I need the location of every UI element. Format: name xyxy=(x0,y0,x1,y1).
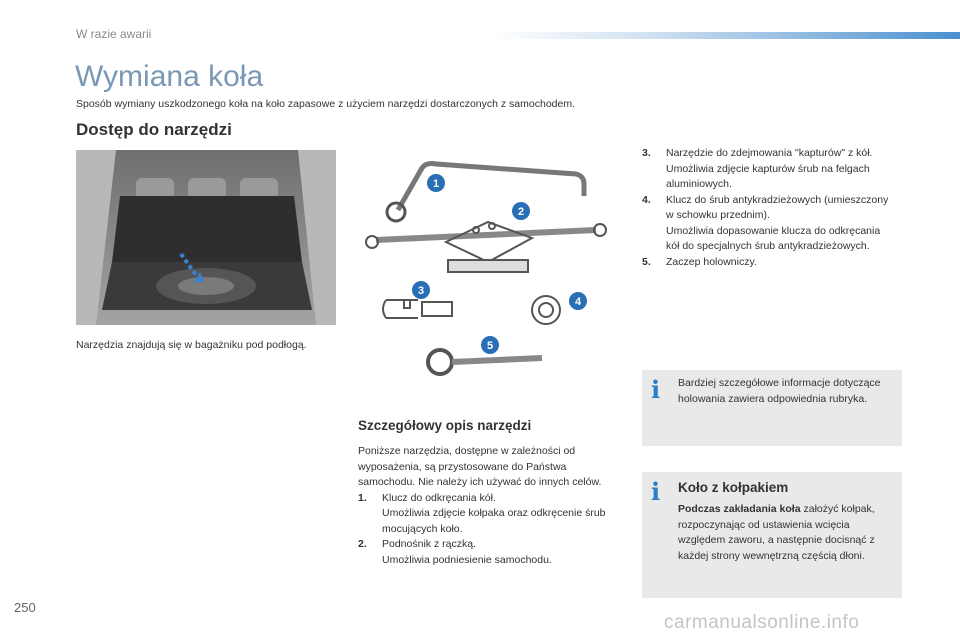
watermark: carmanualsonline.info xyxy=(664,612,860,633)
callout-label-5: 5 xyxy=(486,340,494,352)
hubcap-info-box xyxy=(642,472,902,598)
item-number: 4. xyxy=(642,193,651,206)
hubcap-body: założyć kołpak, rozpoczynając od ustawienia wcięcia względem zaworu, a następnie docisnąć z każdej strony wewnętrzną częścią dłoni. xyxy=(678,503,875,562)
list-item xyxy=(642,146,892,193)
list-item xyxy=(642,255,892,271)
details-description xyxy=(358,444,626,568)
photo-caption: Narzędzia znajdują się w bagażniku pod podłogą. xyxy=(76,339,307,351)
info-icon: i xyxy=(651,375,661,404)
page-number: 250 xyxy=(14,600,36,615)
callout-label-2: 2 xyxy=(517,206,525,218)
access-section-title: Dostęp do narzędzi xyxy=(76,120,232,139)
hubcap-title: Koło z kołpakiem xyxy=(678,480,789,495)
hubcap-bold-lead: Podczas zakładania koła xyxy=(678,503,801,515)
header-gradient-bar xyxy=(490,32,960,39)
list-item xyxy=(358,537,626,568)
item-number: 5. xyxy=(642,255,651,268)
info-icon: i xyxy=(651,477,661,506)
item-text: Klucz do odkręcania kół. Umożliwia zdjęcie kołpaka oraz odkręcenie śrub mocujących koło. xyxy=(382,491,606,535)
trunk-photo xyxy=(76,150,336,325)
item-number: 1. xyxy=(358,491,367,504)
callout-label-1: 1 xyxy=(432,178,440,190)
tools-illustration xyxy=(356,150,618,390)
item-text: Narzędzie do zdejmowania "kapturów" z kół. Umożliwia zdjęcie kapturów śrub na felgach aluminiowych. xyxy=(666,147,873,190)
callout-label-3: 3 xyxy=(417,285,425,297)
towing-info-box xyxy=(642,370,902,446)
towing-info-text: Bardziej szczegółowe informacje dotyczące holowania zawiera odpowiednia rubryka. xyxy=(678,377,881,405)
page-subtitle: Sposób wymiany uszkodzonego koła na koło zapasowe z użyciem narzędzi dostarczonych z samochodem. xyxy=(76,98,576,110)
hubcap-text xyxy=(678,502,896,564)
details-intro: Poniższe narzędzia, dostępne w zależności od wyposażenia, są przystosowane do Państwa samochodu. Nie należy ich używać do innych celów. xyxy=(358,445,602,488)
list-item xyxy=(642,193,892,255)
item-text: Podnośnik z rączką. Umożliwia podniesienie samochodu. xyxy=(382,538,552,566)
section-label: W razie awarii xyxy=(76,27,152,41)
details-list-right xyxy=(642,146,892,270)
item-number: 3. xyxy=(642,147,651,159)
item-text: Klucz do śrub antykradzieżowych (umieszczony w schowku przednim). Umożliwia dopasowanie klucza do odkręcania kół do specjalnych śrub antykradzieżowych. xyxy=(666,193,889,252)
item-number: 2. xyxy=(358,538,367,550)
callout-label-4: 4 xyxy=(574,296,582,308)
details-section-title: Szczegółowy opis narzędzi xyxy=(358,418,532,433)
list-item xyxy=(358,491,626,538)
details-list-left xyxy=(358,491,626,569)
item-text: Zaczep holowniczy. xyxy=(666,255,757,268)
page-title: Wymiana koła xyxy=(75,60,264,93)
